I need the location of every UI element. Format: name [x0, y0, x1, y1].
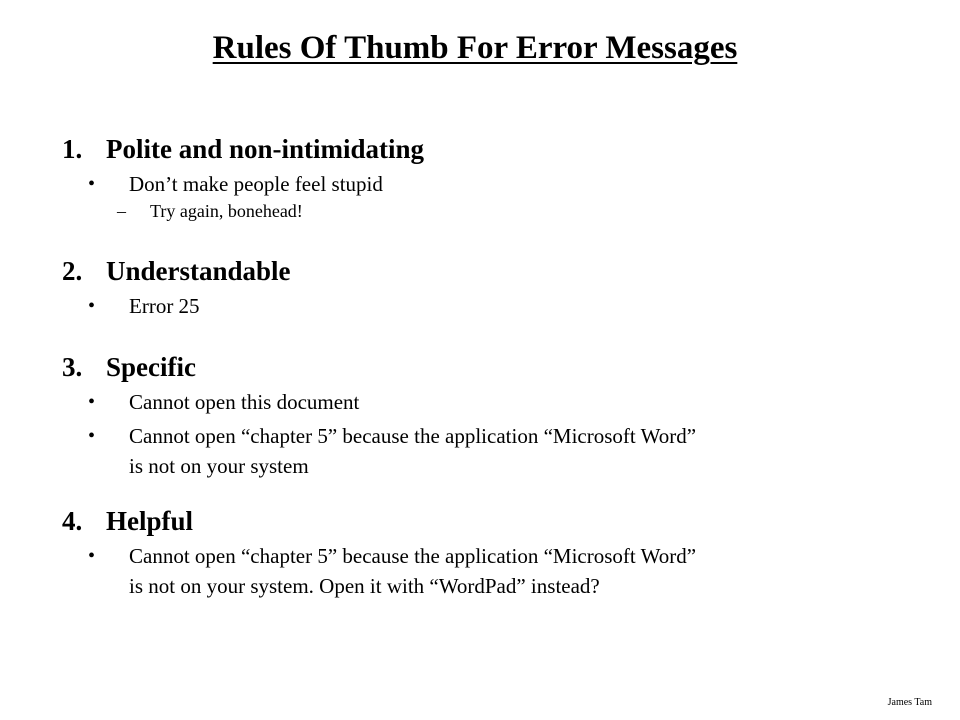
- bullet-text: Cannot open “chapter 5” because the application “Microsoft Word” is not on your system. Open it with “WordPad” instead?: [129, 544, 697, 598]
- rule-number: 1.: [62, 134, 83, 164]
- rule-heading: [62, 351, 922, 383]
- rule-4: [62, 505, 922, 601]
- bullet-text: Cannot open “chapter 5” because the application “Microsoft Word” is not on your system: [129, 424, 697, 478]
- rule-heading: [62, 133, 922, 165]
- rule-title: Polite and non-intimidating: [106, 134, 425, 164]
- rule-heading: [62, 505, 922, 537]
- bullet-item: [62, 387, 922, 417]
- rule-number: 4.: [62, 506, 83, 536]
- rule-1: [62, 133, 922, 223]
- bullet-item: [62, 541, 922, 601]
- rule-title: Understandable: [106, 256, 291, 286]
- rule-number: 3.: [62, 352, 83, 382]
- bullet-icon: •: [88, 295, 96, 317]
- rule-title: Helpful: [106, 506, 194, 536]
- author-footer: James Tam: [887, 697, 932, 708]
- sub-bullet-text: Try again, bonehead!: [150, 201, 303, 221]
- rule-3: [62, 351, 922, 481]
- sub-bullet-item: [62, 199, 922, 223]
- bullet-icon: •: [88, 545, 96, 567]
- bullet-text: Error 25: [129, 294, 200, 318]
- bullet-item: [62, 421, 922, 481]
- rule-number: 2.: [62, 256, 83, 286]
- bullet-text: Cannot open this document: [129, 390, 360, 414]
- bullet-text: Don’t make people feel stupid: [129, 172, 383, 196]
- bullet-icon: •: [88, 391, 96, 413]
- bullet-icon: •: [88, 425, 96, 447]
- dash-icon: –: [117, 201, 126, 221]
- rule-title: Specific: [106, 352, 196, 382]
- rule-2: [62, 255, 922, 321]
- bullet-item: [62, 169, 922, 199]
- slide-title: Rules Of Thumb For Error Messages: [212, 30, 738, 66]
- rule-heading: [62, 255, 922, 287]
- bullet-item: [62, 291, 922, 321]
- bullet-icon: •: [88, 173, 96, 195]
